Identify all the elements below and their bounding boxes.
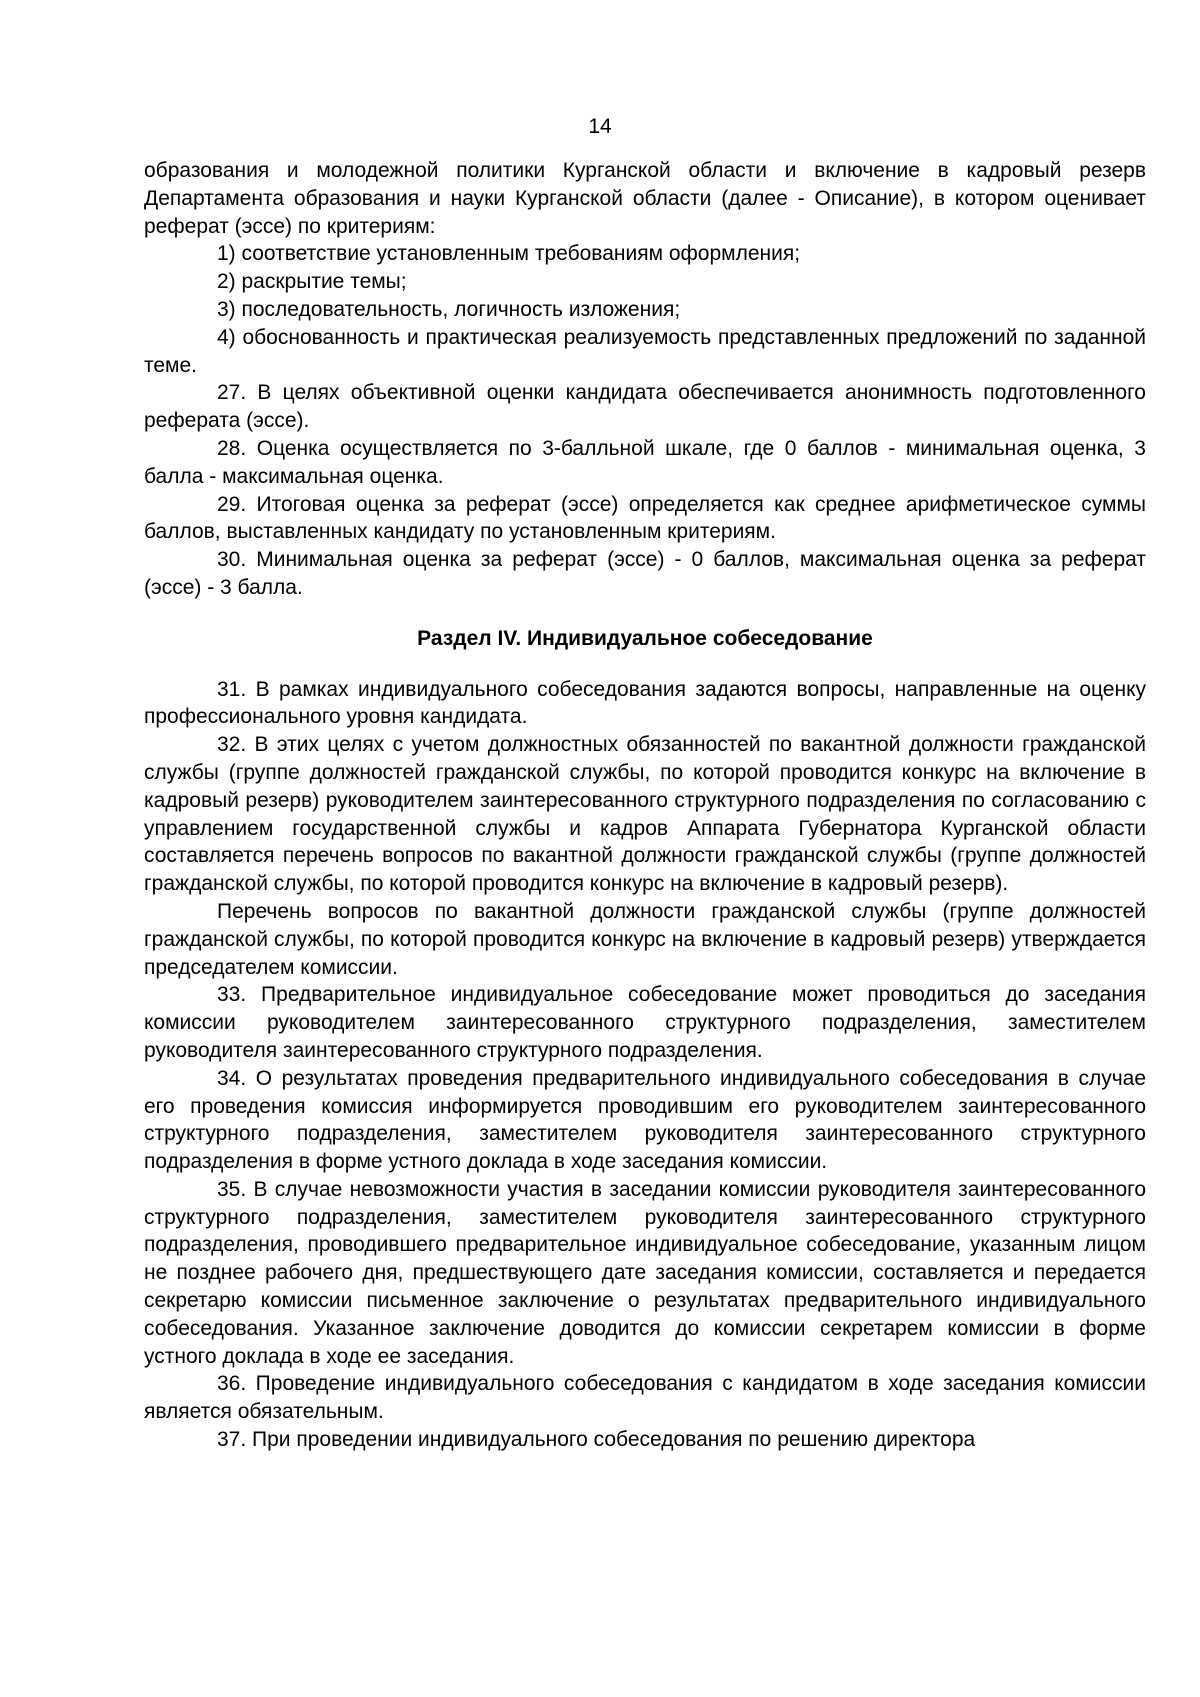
paragraph-35: 35. В случае невозможности участия в заседании комиссии руководителя заинтересованного структурного подразделения, заместителем руководителя заинтересованного структурного подразделения, проводившего предварительное индивидуальное собеседование, указанным лицом не позднее рабочего дня, предшествующего дате заседания комиссии, составляется и передается секретарю комиссии письменное заключение о результатах предварительного индивидуального собеседования. Указанное заключение доводится до комиссии секретарем комиссии в форме устного доклада в ходе ее заседания. [144, 1177, 1146, 1368]
criterion-2: 2) раскрытие темы; [217, 270, 407, 294]
paragraph-37: 37. При проведении индивидуального собеседования по решению директора [217, 1428, 976, 1452]
section-heading: Раздел IV. Индивидуальное собеседование [417, 626, 873, 650]
paragraph-29: 29. Итоговая оценка за реферат (эссе) определяется как среднее арифметическое суммы баллов, выставленных кандидату по установленным критериям. [144, 492, 1146, 544]
criterion-4: 4) обоснованность и практическая реализуемость представленных предложений по заданной теме. [144, 325, 1146, 377]
document-body [144, 157, 1146, 1454]
paragraph-28: 28. Оценка осуществляется по 3-балльной шкале, где 0 баллов - минимальная оценка, 3 балла - максимальная оценка. [144, 436, 1146, 488]
paragraph-33: 33. Предварительное индивидуальное собеседование может проводиться до заседания комиссии руководителем заинтересованного структурного подразделения, заместителем руководителя заинтересованного структурного подразделения. [144, 983, 1146, 1062]
criterion-1: 1) соответствие установленным требованиям оформления; [217, 242, 801, 266]
criterion-3: 3) последовательность, логичность изложения; [217, 297, 681, 321]
paragraph-27: 27. В целях объективной оценки кандидата обеспечивается анонимность подготовленного реферата (эссе). [144, 381, 1146, 433]
paragraph-continuation: образования и молодежной политики Курганской области и включение в кадровый резерв Департамента образования и науки Курганской области (далее - Описание), в котором оценивает реферат (эссе) по критериям: [144, 159, 1146, 238]
paragraph-32-list: Перечень вопросов по вакантной должности гражданской службы (группе должностей гражданской службы, по которой проводится конкурс на включение в кадровый резерв) утверждается председателем комиссии. [144, 899, 1146, 979]
paragraph-31: 31. В рамках индивидуального собеседования задаются вопросы, направленные на оценку профессионального уровня кандидата. [144, 677, 1146, 729]
page-number: 14 [588, 115, 612, 138]
paragraph-32: 32. В этих целях с учетом должностных обязанностей по вакантной должности гражданской службы (группе должностей гражданской службы, по которой проводится конкурс на включение в кадровый резерв) руководителем заинтересованного структурного подразделения по согласованию с управлением государственной службы и кадров Аппарата Губернатора Курганской области составляется перечень вопросов по вакантной должности гражданской службы (группе должностей гражданской службы, по которой проводится конкурс на включение в кадровый резерв). [144, 733, 1146, 896]
paragraph-34: 34. О результатах проведения предварительного индивидуального собеседования в случае его проведения комиссия информируется проводившим его руководителем заинтересованного структурного подразделения, заместителем руководителя заинтересованного структурного подразделения в форме устного доклада в ходе заседания комиссии. [144, 1066, 1146, 1174]
paragraph-36: 36. Проведение индивидуального собеседования с кандидатом в ходе заседания комиссии является обязательным. [144, 1372, 1146, 1424]
paragraph-30: 30. Минимальная оценка за реферат (эссе) - 0 баллов, максимальная оценка за реферат (эссе) - 3 балла. [144, 548, 1146, 599]
